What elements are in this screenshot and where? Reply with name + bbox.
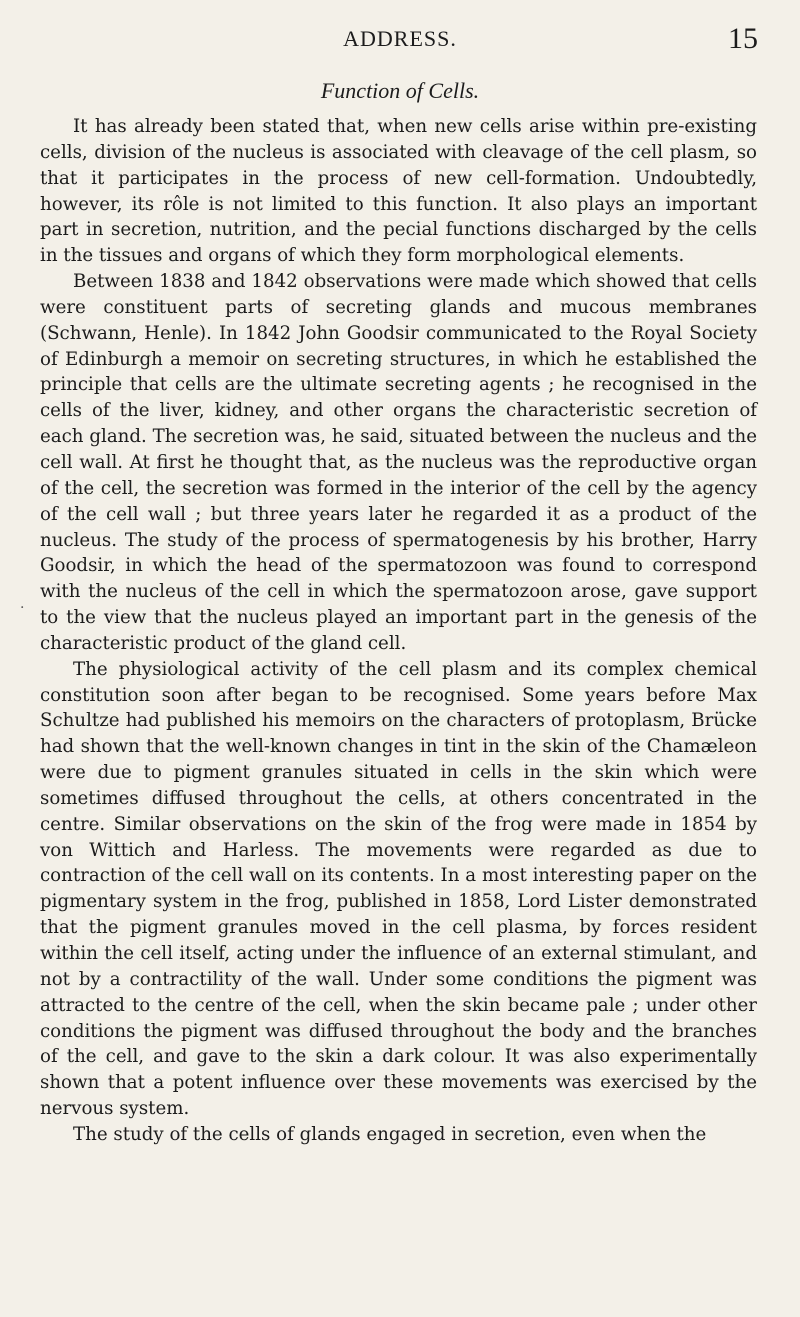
margin-mark: · <box>20 600 25 616</box>
body-text <box>40 114 757 1148</box>
paragraph-1: It has already been stated that, when new cells arise within pre-existing cells, division of the nucleus is associated with cleavage of the cell plasm, so that it participates in the process of new cell-formation. Undoubtedly, however, its rôle is not limited to this function. It also plays an important part in secretion, nutrition, and the pecial functions discharged by the cells in the tissues and organs of which they form morphological elements. <box>40 116 757 267</box>
running-title: ADDRESS. <box>343 26 457 51</box>
running-head <box>40 22 760 58</box>
page-number: 15 <box>728 22 758 55</box>
paragraph-3: The physiological activity of the cell plasm and its complex chemical constitution soon after began to be recognised. Some years before Max Schultze had published his memoirs on the characters of protoplasm, Brücke had shown that the well-known changes in tint in the skin of the Chamæleon were due to pigment granules situated in cells in the skin which were sometimes diffused throughout the cells, at others concentrated in the centre. Similar observations on the skin of the frog were made in 1854 by von Wittich and Harless. The movements were regarded as due to contraction of the cell wall on its contents. In a most interesting paper on the pigmentary system in the frog, published in 1858, Lord Lister demonstrated that the pigment granules moved in the cell plasma, by forces resident within the cell itself, acting under the influence of an external stimulant, and not by a contractility of the wall. Under some conditions the pigment was attracted to the centre of the cell, when the skin became pale ; under other conditions the pigment was diffused throughout the body and the branches of the cell, and gave to the skin a dark colour. It was also experimentally shown that a potent influence over these movements was exercised by the nervous system. <box>40 658 757 1120</box>
section-title: Function of Cells. <box>320 78 480 103</box>
paragraph-4: The study of the cells of glands engaged in secretion, even when the <box>73 1123 707 1145</box>
paragraph-2: Between 1838 and 1842 observations were made which showed that cells were constituent parts of secreting glands and mucous membranes (Schwann, Henle). In 1842 John Goodsir communicated to the Royal Society of Edinburgh a memoir on secreting structures, in which he established the principle that cells are the ultimate secreting agents ; he recognised in the cells of the liver, kidney, and other organs the characteristic secretion of each gland. The secretion was, he said, situated between the nucleus and the cell wall. At first he thought that, as the nucleus was the reproductive organ of the cell, the secretion was formed in the interior of the cell by the agency of the cell wall ; but three years later he regarded it as a product of the nucleus. The study of the process of spermatogenesis by his brother, Harry Goodsir, in which the head of the spermatozoon was found to correspond with the nucleus of the cell in which the spermatozoon arose, gave support to the view that the nucleus played an important part in the genesis of the characteristic product of the gland cell. <box>40 271 757 654</box>
